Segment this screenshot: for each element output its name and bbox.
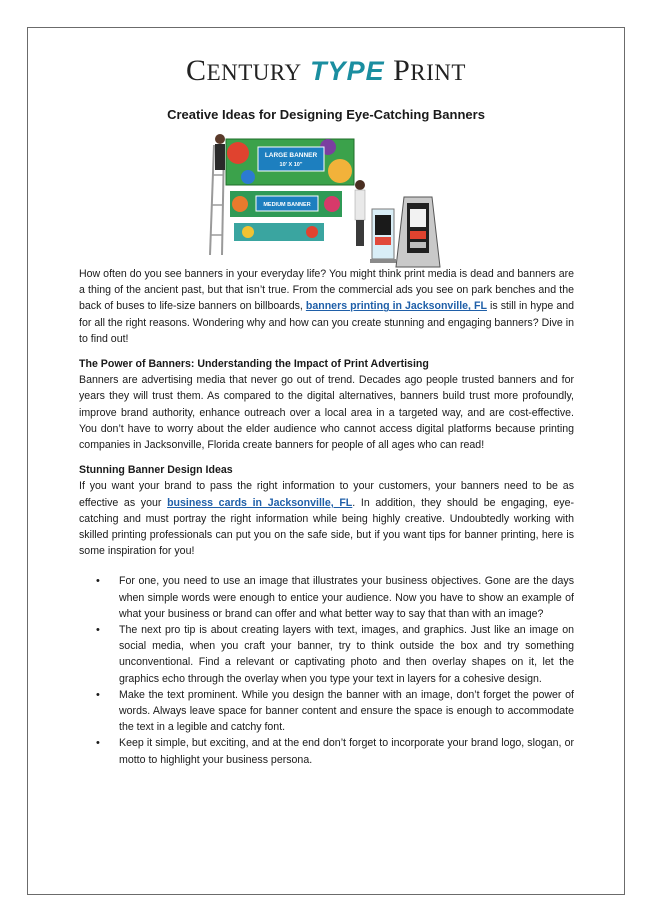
list-item: • Make the text prominent. While you design the banner with an image, don’t forget the power of words. Always leave space for banner content and ensure the space is enough to accommodate the text in a legible and catchy font. (96, 688, 574, 734)
list-item: • For one, you need to use an image that illustrates your business objectives. Gone are the days when simple words were enough to entice your audience. Now you have to show an example of what your business or brand can offer and what better way to say that than with an image? (96, 575, 574, 620)
large-banner-size: 10' X 10" (279, 162, 303, 168)
bullet-icon: • (96, 688, 100, 701)
article-title: Creative Ideas for Designing Eye-Catching Banners (167, 107, 485, 122)
section2-heading: Stunning Banner Design Ideas (79, 464, 233, 477)
section2-paragraph: If you want your brand to pass the right information to your customers, your banners need to be as effective as your business cards in Jacksonville, FL. In addition, they should be engaging, eye-catching and must portray the right information while being highly creative. Undoubtedly working with skilled printing professionals can put you on the safe side, but if you want tips for banner printing, here is some inspiration for you! (79, 480, 574, 558)
list-item: • The next pro tip is about creating layers with text, images, and graphics. Just like an image on social media, when you craft your banner, try to think outside the box and try something unconventional. Find a relevant or captivating photo and then overlay shapes on it, let the graphics echo through the overlay when you type your text in layers for a cohesive design. (96, 624, 574, 685)
logo-letter-c: C (186, 54, 207, 87)
logo-word-entury: ENTURY (206, 60, 302, 85)
brand-logo (28, 54, 624, 88)
business-cards-link[interactable]: business cards in Jacksonville, FL (167, 496, 353, 509)
large-banner-label: LARGE BANNER (264, 152, 318, 159)
banners-printing-link[interactable]: banners printing in Jacksonville, FL (305, 300, 487, 313)
list-item: • Keep it simple, but exciting, and at the end don’t forget to incorporate your brand logo, slogan, or motto to highlight your business persona. (96, 737, 574, 766)
bullet-icon: • (96, 575, 100, 588)
logo-word-type: TYPE (310, 56, 385, 86)
document-page (27, 27, 625, 895)
section1-heading: The Power of Banners: Understanding the Impact of Print Advertising (79, 358, 429, 371)
banner-hero-image (208, 125, 446, 273)
bullet-icon: • (96, 737, 100, 750)
logo-word-rint: RINT (410, 60, 466, 85)
tips-list (79, 573, 574, 767)
article-body (79, 266, 574, 768)
section1-paragraph: Banners are advertising media that never go out of trend. Decades ago people trusted banners and for years they will trust them. As compared to the digital alternatives, banners build trust more profoundly, improve brand authority, enhance outreach over a local area in a targeted way, and are cost-effective. You don’t have to worry about the elder audience who cannot access digital platforms because printing companies in Jacksonville, Florida create banners for people of all ages who can read! (79, 374, 574, 452)
intro-paragraph: How often do you see banners in your everyday life? You might think print media is dead and banners are a thing of the ancient past, but that isn’t true. From the commercial ads you see on park benches and the back of buses to life-size banners on billboards, banners printing in Jacksonville, FL is still in hype and for all the right reasons. Wondering why and how can you create stunning and engaging banners? Dive in to find out! (79, 268, 574, 345)
bullet-icon: • (96, 624, 100, 637)
logo-letter-p: P (393, 54, 411, 87)
medium-banner-label: MEDIUM BANNER (263, 202, 311, 208)
